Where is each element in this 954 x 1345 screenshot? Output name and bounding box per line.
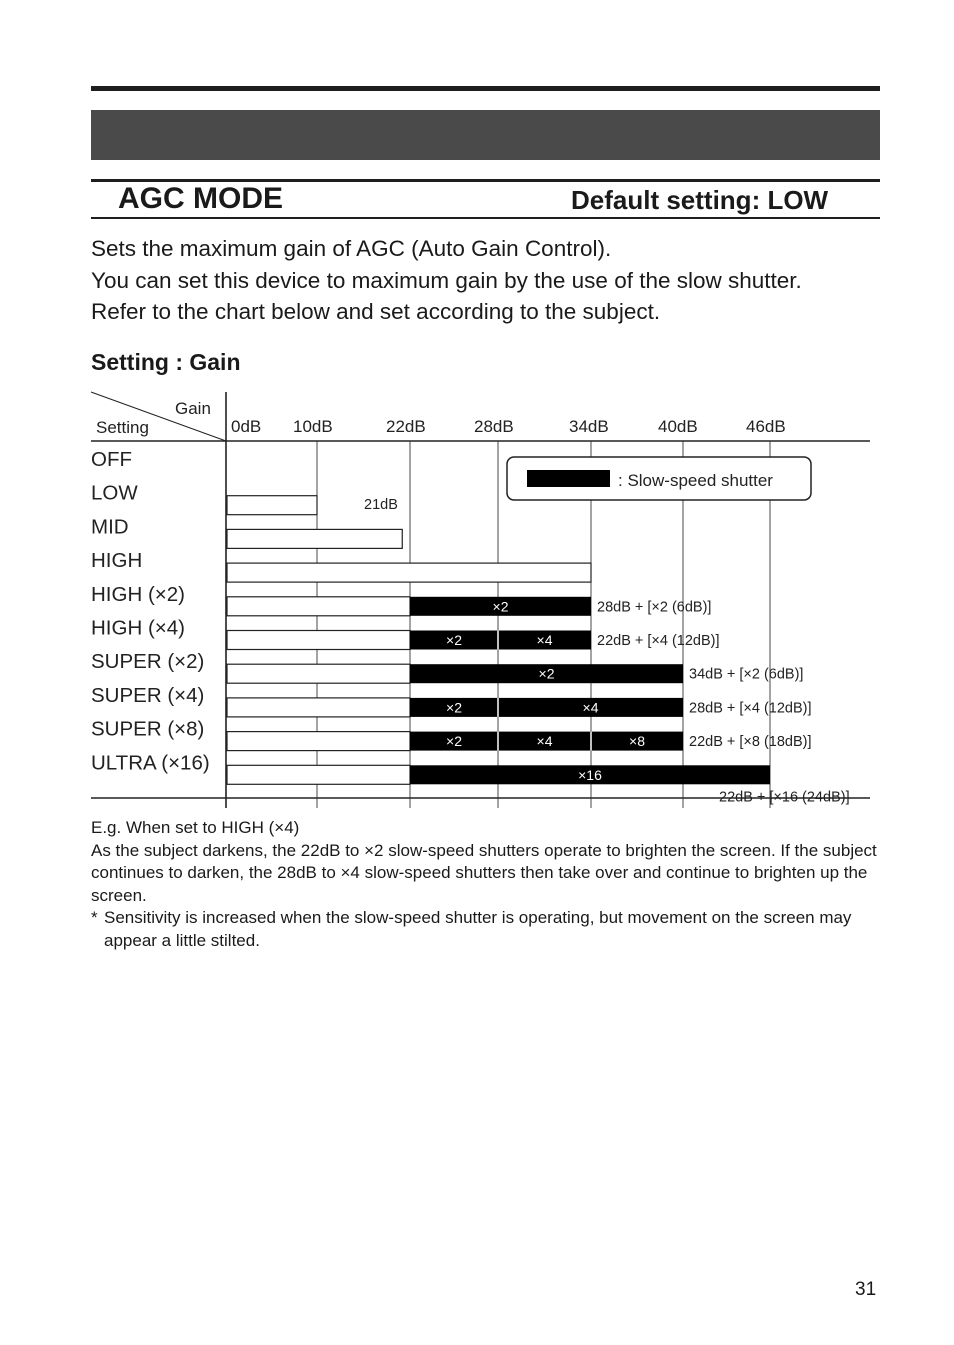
default-setting: Default setting: LOW (571, 185, 829, 215)
page-title: AGC MODE (118, 182, 283, 215)
x-tick-label: 10dB (293, 417, 333, 436)
heading-rule-bottom (91, 217, 880, 219)
legend-swatch (527, 470, 610, 487)
footnote-text: Sensitivity is increased when the slow-speed shutter is operating, but movement on the screen may appear a little stilted. (104, 908, 852, 950)
row-annotation: 34dB + [×2 (6dB)] (689, 666, 804, 683)
shutter-label: ×2 (446, 733, 462, 750)
intro-line: Sets the maximum gain of AGC (Auto Gain Control). (91, 236, 612, 261)
intro-line: Refer to the chart below and set according to the subject. (91, 299, 661, 324)
row-annotation: 22dB + [×16 (24dB)] (719, 789, 850, 806)
gain-bar (227, 664, 410, 683)
page-number: 31 (855, 1279, 877, 1300)
section-banner (91, 110, 880, 160)
row-setting-label: HIGH (91, 549, 143, 573)
shutter-label: ×8 (629, 733, 645, 750)
row-setting-label: ULTRA (×16) (91, 751, 210, 775)
x-tick-label: 46dB (746, 417, 786, 436)
row-setting-label: LOW (91, 481, 138, 505)
row-setting-label: SUPER (×2) (91, 650, 205, 674)
intro-text (91, 233, 891, 328)
row-setting-label: HIGH (×2) (91, 582, 185, 606)
shutter-label: ×2 (492, 598, 509, 615)
corner-setting-label: Setting (96, 418, 149, 437)
shutter-label: ×2 (446, 699, 462, 716)
gain-bar (227, 496, 317, 515)
gain-bar (227, 631, 410, 650)
x-tick-label: 28dB (474, 417, 514, 436)
gain-chart (0, 380, 954, 820)
row-annotation: 28dB + [×4 (12dB)] (689, 700, 812, 717)
row-annotation: 28dB + [×2 (6dB)] (597, 599, 712, 616)
gain-bar (227, 529, 402, 548)
row-setting-label: OFF (91, 448, 132, 471)
section-subtitle: Setting : Gain (91, 349, 241, 375)
example-caption (91, 817, 891, 952)
x-tick-label: 40dB (658, 417, 698, 436)
gain-bar (227, 765, 410, 784)
row-setting-label: SUPER (×4) (91, 683, 205, 707)
legend-label: : Slow-speed shutter (618, 471, 773, 490)
row-annotation: 22dB + [×8 (18dB)] (689, 734, 812, 751)
example-body: As the subject darkens, the 22dB to ×2 slow-speed shutters operate to brighten the screen. If the subject continues to darken, the 28dB to ×4 slow-speed shutters then take over and continue to brighten up the screen. (91, 840, 877, 905)
row-setting-label: HIGH (×4) (91, 616, 185, 640)
shutter-label: ×4 (536, 733, 553, 750)
shutter-label: ×2 (538, 665, 555, 682)
gain-bar (227, 597, 410, 616)
gain-bar (227, 563, 591, 582)
gain-bar (227, 698, 410, 717)
footnote (91, 907, 891, 952)
example-heading: E.g. When set to HIGH (×4) (91, 818, 300, 837)
row-setting-label: MID (91, 515, 129, 539)
corner-gain-label: Gain (175, 399, 211, 418)
row-annotation: 21dB (364, 497, 398, 513)
x-tick-label: 34dB (569, 417, 609, 436)
top-rule (91, 86, 880, 91)
shutter-label: ×4 (582, 699, 599, 716)
shutter-label: ×16 (578, 766, 602, 783)
row-setting-label: SUPER (×8) (91, 717, 205, 741)
shutter-label: ×2 (446, 632, 462, 648)
shutter-label: ×4 (536, 632, 553, 648)
x-tick-label: 22dB (386, 417, 426, 436)
footnote-marker: * (91, 908, 98, 927)
gain-bar (227, 732, 410, 751)
intro-line: You can set this device to maximum gain by the use of the slow shutter. (91, 267, 802, 293)
row-annotation: 22dB + [×4 (12dB)] (597, 633, 720, 649)
x-tick-label: 0dB (231, 417, 262, 436)
